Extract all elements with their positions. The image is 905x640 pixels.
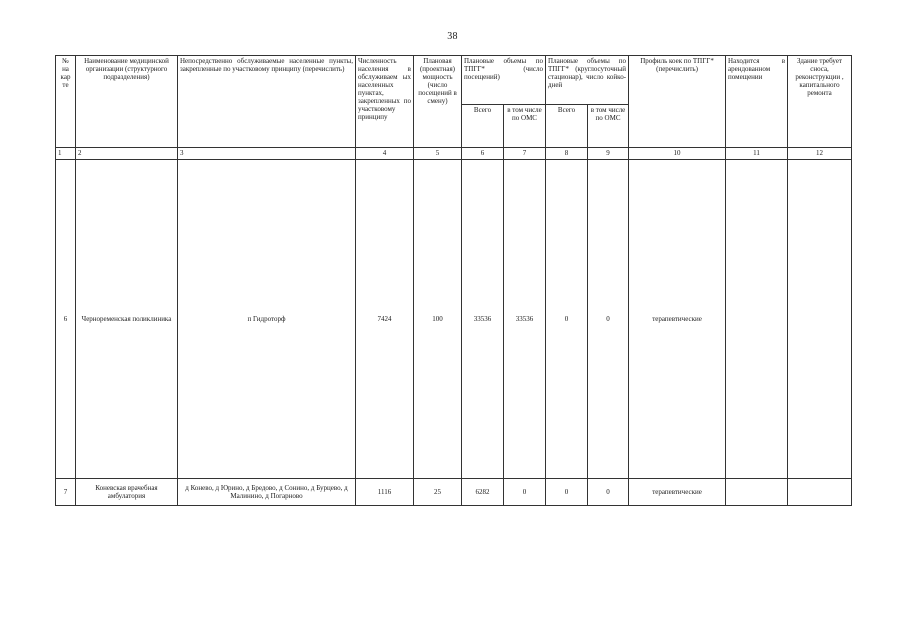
header-planned-visits: Плановые объемы по ТПГГ* (число посещений) [462,56,546,105]
reconstruction [788,160,852,479]
header-population: Численность населения в обслуживаем ых населенных пунктах, закрепленных по участковому принципу [356,56,414,148]
beds-total: 0 [546,160,588,479]
column-number: 8 [546,148,588,160]
table-row [56,479,852,506]
column-number: 3 [178,148,356,160]
row-number: 6 [56,160,76,479]
column-number: 4 [356,148,414,160]
column-number: 1 [56,148,76,160]
bed-profile: терапевтические [629,479,726,506]
reconstruction [788,479,852,506]
column-number: 2 [76,148,178,160]
header-row [56,56,852,105]
medical-organizations-table [55,55,852,506]
beds-total: 0 [546,479,588,506]
header-bed-profile: Профиль коек по ТПГГ* (перечислить) [629,56,726,148]
page-number: 38 [447,31,458,42]
beds-oms: 0 [588,479,629,506]
subheader-visits-oms: в том числе по ОМС [504,105,546,148]
header-reconstruction: Здание требует сноса, реконструкции , капитального ремонта [788,56,852,148]
capacity: 25 [414,479,462,506]
beds-oms: 0 [588,160,629,479]
column-number: 6 [462,148,504,160]
column-number: 12 [788,148,852,160]
column-number: 11 [726,148,788,160]
column-number-row [56,148,852,160]
column-number: 9 [588,148,629,160]
header-settlements: Непосредственно обслуживаемые населенные пункты, закрепленные по участковому принципу (перечислить) [178,56,356,148]
settlements: д Конево, д Юрино, д Бредово, д Сонино, д Бурцево, д Малинино, д Погарново [178,479,356,506]
header-planned-bed-days: Плановые объемы по ТПГГ* (круглосуточный стационар), число койко-дней [546,56,629,105]
subheader-beds-oms: в том числе по ОМС [588,105,629,148]
subheader-visits-total: Всего [462,105,504,148]
visits-total: 33536 [462,160,504,479]
rented-premises [726,479,788,506]
header-rented-premises: Находится в арендованном помещении [726,56,788,148]
column-number: 7 [504,148,546,160]
rented-premises [726,160,788,479]
row-number: 7 [56,479,76,506]
population: 7424 [356,160,414,479]
header-organization-name: Наименование медицинской организации (структурного подразделения) [76,56,178,148]
population: 1116 [356,479,414,506]
table-row [56,160,852,479]
header-map-number: № на кар те [56,56,76,148]
organization-name: Черноременская поликлиника [76,160,178,479]
bed-profile: терапевтические [629,160,726,479]
column-number: 10 [629,148,726,160]
column-number: 5 [414,148,462,160]
settlements: п Гидроторф [178,160,356,479]
visits-oms: 33536 [504,160,546,479]
organization-name: Коневская врачебная амбулатория [76,479,178,506]
capacity: 100 [414,160,462,479]
header-capacity: Плановая (проектная) мощность (число посещений в смену) [414,56,462,148]
visits-oms: 0 [504,479,546,506]
subheader-beds-total: Всего [546,105,588,148]
visits-total: 6282 [462,479,504,506]
